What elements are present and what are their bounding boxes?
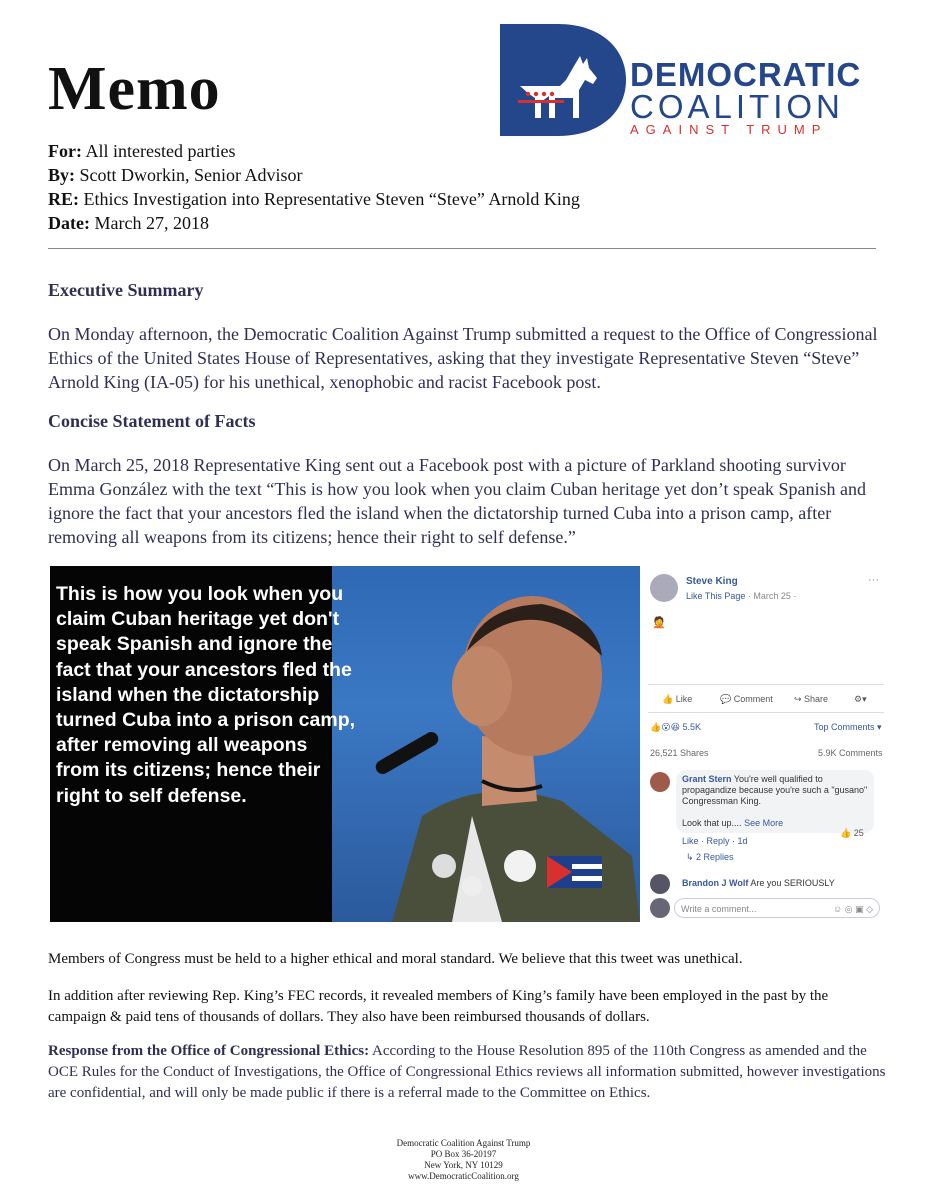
post-author[interactable]: Steve King — [686, 576, 738, 587]
meme-image — [50, 566, 640, 922]
comment-preview: Brandon J Wolf Are you SERIOUSLY — [682, 878, 835, 888]
divider — [648, 684, 884, 685]
header-divider — [48, 248, 876, 249]
reactions-count[interactable]: 👍😮😆 5.5K — [650, 722, 701, 732]
audience-icon[interactable]: ⚙▾ — [854, 694, 867, 704]
avatar — [650, 574, 678, 602]
comment-actions[interactable]: Like · Reply · 1d — [682, 836, 748, 846]
comment-bubble: Grant Stern You're well qualified to propagandize because you're such a "gusano" Congressman King. Look that up.... See More — [676, 770, 874, 833]
facts-heading: Concise Statement of Facts — [48, 411, 256, 431]
comment-emoji-icons[interactable]: ☺ ◎ ▣ ◇ — [833, 904, 873, 914]
view-replies[interactable]: ↳ 2 Replies — [686, 852, 734, 862]
shares-count[interactable]: 26,521 Shares — [650, 748, 709, 758]
more-options-icon[interactable]: ··· — [868, 574, 879, 586]
logo-coalition: COALITION — [630, 88, 844, 125]
date-line: Date: March 27, 2018 — [48, 213, 209, 233]
logo-against-trump: AGAINST TRUMP — [630, 122, 828, 137]
footer-address: Democratic Coalition Against Trump PO Box 36-20197 New York, NY 10129 www.DemocraticCoalition.org — [396, 1138, 531, 1181]
executive-summary-heading: Executive Summary — [48, 280, 204, 300]
post-meta: Like This Page · March 25 · — [686, 591, 797, 601]
photo-emma-gonzalez — [332, 566, 640, 922]
divider — [648, 712, 884, 713]
emoji-icon: 🤦 — [652, 617, 666, 629]
standard-text: Members of Congress must be held to a higher ethical and moral standard. We believe that this tweet was unethical. — [48, 951, 743, 967]
share-button[interactable]: ↪ Share — [794, 694, 829, 704]
for-line: For: All interested parties — [48, 141, 236, 161]
commenter-avatar — [650, 874, 670, 894]
fec-text: In addition after reviewing Rep. King’s FEC records, it revealed members of King’s family have been employed in the past by the campaign & paid tens of thousands of dollars. They also have been reimbursed thousands of dollars. — [48, 988, 829, 1025]
my-avatar — [650, 898, 670, 918]
comments-count[interactable]: 5.9K Comments — [818, 748, 883, 758]
top-comments-select[interactable]: Top Comments ▾ — [814, 722, 882, 732]
re-line: RE: Ethics Investigation into Representative Steven “Steve” Arnold King — [48, 189, 580, 209]
commenter-avatar — [650, 772, 670, 792]
memo-title: Memo — [48, 55, 221, 123]
oce-heading: Response from the Office of Congressional Ethics: — [48, 1043, 370, 1059]
facebook-post — [642, 566, 888, 922]
like-button[interactable]: 👍 Like — [662, 694, 693, 704]
donkey-d-icon — [500, 24, 630, 136]
meme-caption: This is how you look when you claim Cuban heritage yet don't speak Spanish and ignore the fact that your ancestors fled the island when the dictatorship turned Cuba into a prison camp, after removing all weapons from its citizens; hence their right to self defense. — [56, 583, 356, 807]
write-comment-input[interactable]: Write a comment... ☺ ◎ ▣ ◇ — [674, 898, 880, 918]
dcat-logo — [500, 24, 890, 136]
by-line: By: Scott Dworkin, Senior Advisor — [48, 165, 303, 185]
facts-text: On March 25, 2018 Representative King sent out a Facebook post with a picture of Parkland shooting survivor Emma González with the text “This is how you look when you claim Cuban heritage yet don’t speak Spanish and ignore the fact that your ancestors fled the island when the dictatorship turned Cuba into a prison camp, after removing all weapons from its citizens; hence their right to self defense.” — [48, 455, 866, 547]
comment-button[interactable]: 💬 Comment — [720, 694, 773, 704]
comment-like-count: 👍 25 — [840, 828, 864, 838]
executive-summary-text: On Monday afternoon, the Democratic Coalition Against Trump submitted a request to the Office of Congressional Ethics of the United States House of Representatives, asking that they investigate Representative Steven “Steve” Arnold King (IA-05) for his unethical, xenophobic and racist Facebook post. — [48, 324, 878, 392]
logo-democratic: DEMOCRATIC — [630, 56, 862, 93]
oce-paragraph: Response from the Office of Congressional Ethics: According to the House Resolution 895 of the 110th Congress as amended and the OCE Rules for the Conduct of Investigations, the Office of Congressional Ethics reviews all information submitted, however investigations are confidential, and will only be made public if there is a referral made to the Committee on Ethics. — [48, 1043, 886, 1101]
